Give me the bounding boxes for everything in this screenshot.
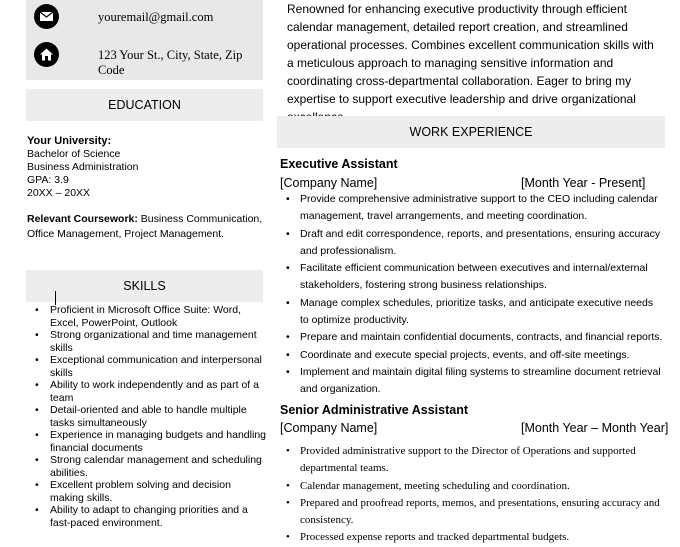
gpa: GPA: 3.9	[27, 174, 69, 186]
list-item: • Ability to work independently and as part of a team	[31, 379, 266, 404]
list-item: • Provide comprehensive administrative support to the CEO including calendar management, travel arrangements, and meeting coordination.	[284, 191, 664, 226]
list-item: • Exceptional communication and interpersonal skills	[31, 354, 266, 379]
duties-list	[284, 191, 664, 399]
skills-list	[31, 304, 266, 529]
job-dates: [Month Year – Month Year]	[521, 421, 669, 435]
education-heading: EDUCATION	[26, 89, 263, 121]
company-name: [Company Name]	[280, 421, 378, 435]
list-item: • Facilitate efficient communication between executives and internal/external stakeholders, fostering strong business relationships.	[284, 260, 664, 295]
education-years: 20XX – 20XX	[27, 187, 91, 199]
list-item: • Provided administrative support to the Director of Operations and supported departmental teams.	[284, 443, 664, 478]
list-item: • Experience in managing budgets and handling financial documents	[31, 429, 266, 454]
list-item: • Prepare and maintain confidential documents, contracts, and financial reports.	[284, 329, 664, 346]
list-item: • Excellent problem solving and decision making skills.	[31, 479, 266, 504]
contact-panel	[26, 0, 263, 80]
list-item: • Proficient in Microsoft Office Suite: Word, Excel, PowerPoint, Outlook	[31, 304, 266, 329]
list-item: • Draft and edit correspondence, reports, and presentations, ensuring accuracy and professionalism.	[284, 226, 664, 261]
list-item: • Processed expense reports and tracked departmental budgets.	[284, 529, 664, 546]
list-item: • Prepared and proofread reports, memos, and presentations, ensuring accuracy and consistency.	[284, 495, 664, 530]
list-item: • Ability to adapt to changing priorities and a fast-paced environment.	[31, 504, 266, 529]
home-icon	[34, 42, 59, 67]
job-title: Executive Assistant	[280, 157, 398, 171]
professional-summary: Renowned for enhancing executive productivity through efficient calendar management, detailed report creation, and streamlined operational processes. Combines excellent communication skills with a meticulous approach to managing sensitive information and coordinating cross-departmental collaboration. Eager to bring my expertise to support executive leadership and drive organizational	[287, 2, 654, 106]
list-item: • Calendar management, meeting scheduling and coordination.	[284, 478, 664, 495]
coursework-list: Business Communication, Office Management, Project Management.	[27, 213, 263, 240]
job-dates: [Month Year - Present]	[521, 176, 646, 190]
email-text: youremail@gmail.com	[98, 10, 214, 24]
coursework-label: Relevant Coursework:	[27, 213, 138, 225]
university-name: Your University:	[27, 135, 112, 147]
job-title: Senior Administrative Assistant	[280, 403, 469, 417]
duties-list	[284, 443, 664, 547]
skills-heading: SKILLS	[26, 270, 263, 302]
degree: Bachelor of Science	[27, 148, 121, 160]
address-text: 123 Your St., City, State, Zip Code	[98, 48, 243, 77]
list-item: • Strong organizational and time management skills	[31, 329, 266, 354]
list-item: • Coordinate and execute special projects, events, and off-site meetings.	[284, 347, 664, 364]
major: Business Administration	[27, 161, 139, 173]
list-item: • Implement and maintain digital filing systems to streamline document retrieval and organization.	[284, 364, 664, 399]
company-name: [Company Name]	[280, 176, 378, 190]
work-experience-heading: WORK EXPERIENCE	[277, 116, 665, 148]
relevant-coursework	[27, 212, 263, 242]
text-cursor	[55, 291, 56, 305]
email-icon	[34, 4, 59, 29]
list-item: • Strong calendar management and scheduling abilities.	[31, 454, 266, 479]
list-item: • Manage complex schedules, prioritize tasks, and anticipate executive needs to optimize productivity.	[284, 295, 664, 330]
list-item: • Detail-oriented and able to handle multiple tasks simultaneously	[31, 404, 266, 429]
